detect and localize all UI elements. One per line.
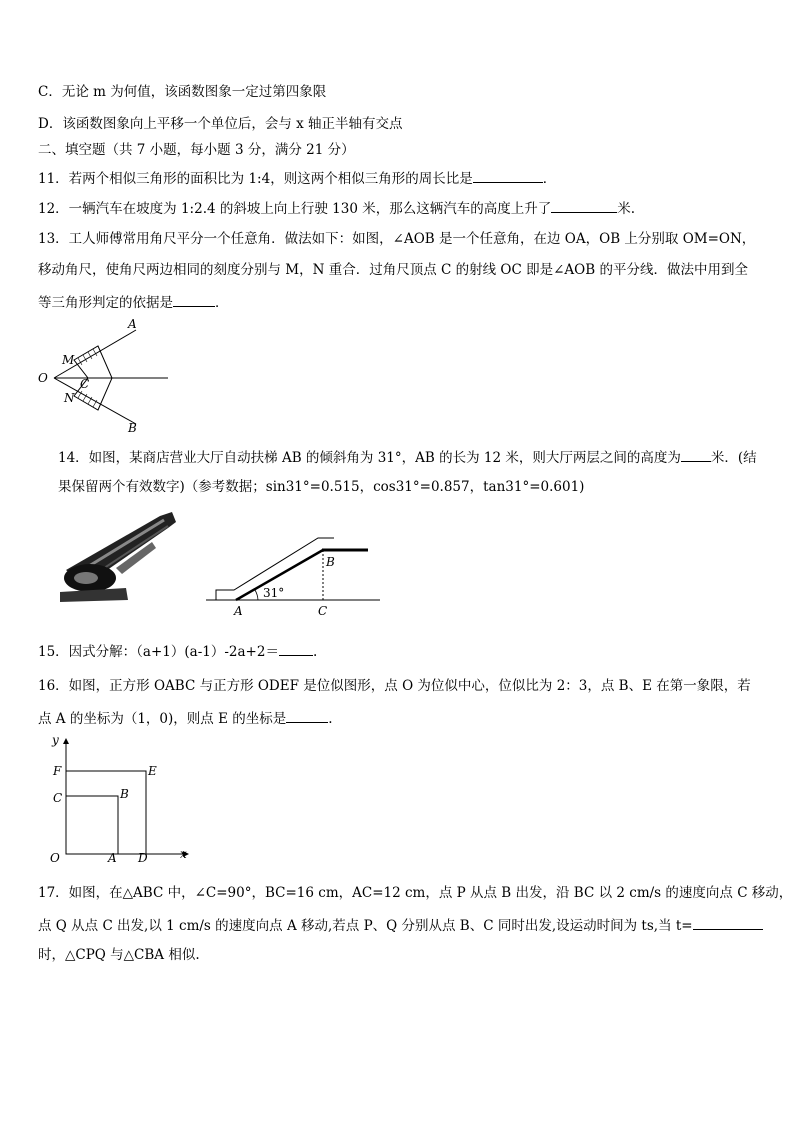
label-m: M xyxy=(62,353,75,367)
q14-text: 14．如图，某商店营业大厅自动扶梯 AB 的倾斜角为 31°，AB 的长为 12 米，则大厅两层之间的高度为 xyxy=(58,450,681,466)
q17-blank xyxy=(693,915,763,930)
label-d: D xyxy=(138,851,148,865)
square-oabc xyxy=(66,796,118,854)
label-e: E xyxy=(148,764,157,778)
escalator-photo xyxy=(56,508,180,608)
label-f: F xyxy=(53,764,62,778)
square-odef xyxy=(66,771,146,854)
q15-blank xyxy=(279,641,313,656)
question-14-line2: 果保留两个有效数字)（参考数据；sin31°=0.515，cos31°=0.857，tan31°=0.601) xyxy=(58,479,585,495)
label-a: A xyxy=(108,851,117,865)
label-b: B xyxy=(326,555,335,569)
figure-13 xyxy=(36,318,176,434)
q12-text: 12．一辆汽车在坡度为 1:2.4 的斜坡上向上行驶 130 米，那么这辆汽车的高度上升了 xyxy=(38,201,552,217)
question-13-line1: 13．工人师傅常用角尺平分一个任意角．做法如下：如图，∠AOB 是一个任意角，在边 OA，OB 上分别取 OM=ON， xyxy=(38,231,756,247)
label-o: O xyxy=(50,851,60,865)
option-c: C．无论 m 为何值，该函数图象一定过第四象限 xyxy=(38,84,327,100)
question-12 xyxy=(38,198,635,218)
q11-text: 11．若两个相似三角形的面积比为 1:4，则这两个相似三角形的周长比是 xyxy=(38,171,473,187)
question-14-line1 xyxy=(58,447,757,467)
q13-end: ． xyxy=(215,295,229,311)
label-x: x xyxy=(180,847,187,861)
question-16-line1: 16．如图，正方形 OABC 与正方形 ODEF 是位似图形，点 O 为位似中心，位似比为 2：3，点 B、E 在第一象限，若 xyxy=(38,678,751,694)
label-a: A xyxy=(234,604,243,618)
q14-blank xyxy=(681,447,711,462)
label-c: C xyxy=(318,604,328,618)
label-b: B xyxy=(120,787,129,801)
q16-end: . xyxy=(328,711,333,727)
figure-14 xyxy=(206,520,382,620)
q17-text: 点 Q 从点 C 出发,以 1 cm/s 的速度向点 A 移动,若点 P、Q 分别从点 B、C 同时出发,设运动时间为 ts,当 t= xyxy=(38,918,693,934)
section-title: 二、填空题（共 7 小题，每小题 3 分，满分 21 分） xyxy=(38,142,355,158)
q11-blank xyxy=(473,168,543,183)
question-11 xyxy=(38,168,556,188)
q11-end: ． xyxy=(542,171,557,187)
question-17-line2 xyxy=(38,915,763,935)
label-a: A xyxy=(128,317,137,331)
q16-blank xyxy=(286,708,328,723)
label-b: B xyxy=(128,421,137,435)
question-17-line3: 时，△CPQ 与△CBA 相似. xyxy=(38,947,200,963)
q13-blank xyxy=(173,292,215,307)
question-13-line3 xyxy=(38,292,229,312)
q15-end: . xyxy=(312,644,318,660)
q12-blank xyxy=(551,198,617,213)
question-17-line1: 17．如图，在△ABC 中，∠C=90°，BC=16 cm，AC=12 cm，点 P 从点 B 出发，沿 BC 以 2 cm/s 的速度向点 C 移动， xyxy=(38,885,793,901)
question-16-line2 xyxy=(38,708,333,728)
question-15 xyxy=(38,641,317,661)
q15-text: 15．因式分解：（a+1）(a-1）-2a+2＝ xyxy=(38,644,279,660)
label-y: y xyxy=(52,733,59,747)
question-13-line2: 移动角尺，使角尺两边相同的刻度分别与 M，N 重合．过角尺顶点 C 的射线 OC 即是∠AOB 的平分线．做法中用到全 xyxy=(38,262,748,278)
q16-text: 点 A 的坐标为（1，0)，则点 E 的坐标是 xyxy=(38,711,287,727)
angle-arc xyxy=(255,590,258,600)
angle-label: 31° xyxy=(263,586,285,600)
q12-end: 米. xyxy=(617,201,636,217)
label-o: O xyxy=(38,371,48,385)
label-c: C xyxy=(80,377,90,391)
figure-16 xyxy=(48,734,193,866)
option-d: D．该函数图象向上平移一个单位后，会与 x 轴正半轴有交点 xyxy=(38,116,403,132)
q13-text: 等三角形判定的依据是 xyxy=(38,295,173,311)
q14-end: 米．(结 xyxy=(710,450,757,466)
label-n: N xyxy=(64,391,75,405)
label-c: C xyxy=(53,791,63,805)
